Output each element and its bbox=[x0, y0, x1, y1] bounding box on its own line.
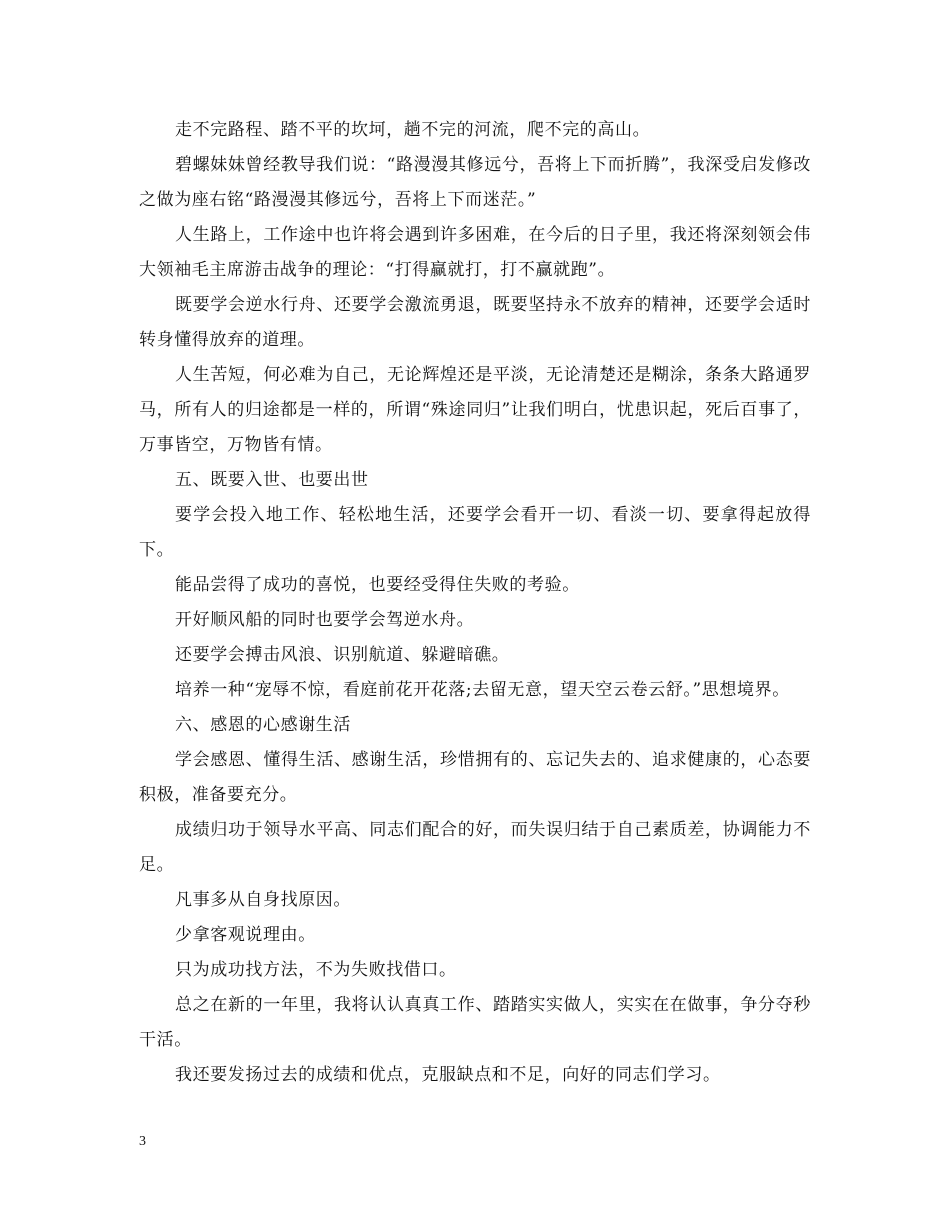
paragraph: 培养一种“宠辱不惊，看庭前花开花落;去留无意，望天空云卷云舒。”思想境界。 bbox=[175, 680, 790, 700]
page-number: 3 bbox=[139, 1134, 146, 1149]
paragraph: 既要学会逆水行舟、还要学会激流勇退，既要坚持永不放弃的精神，还要学会适时转身懂得放弃的道理。 bbox=[139, 295, 811, 350]
section-heading: 六、感恩的心感谢生活 bbox=[175, 715, 351, 735]
paragraph: 能品尝得了成功的喜悦，也要经受得住失败的考验。 bbox=[175, 575, 580, 595]
paragraph: 人生路上，工作途中也许将会遇到许多困难，在今后的日子里，我还将深刻领会伟大领袖毛主席游击战争的理论：“打得赢就打，打不赢就跑”。 bbox=[139, 225, 811, 280]
paragraph: 成绩归功于领导水平高、同志们配合的好，而失误归结于自己素质差，协调能力不足。 bbox=[139, 820, 811, 875]
paragraph: 走不完路程、踏不平的坎坷，趟不完的河流，爬不完的高山。 bbox=[175, 120, 651, 140]
paragraph: 还要学会搏击风浪、识别航道、躲避暗礁。 bbox=[175, 645, 510, 665]
paragraph: 开好顺风船的同时也要学会驾逆水舟。 bbox=[175, 610, 475, 630]
paragraph: 要学会投入地工作、轻松地生活，还要学会看开一切、看淡一切、要拿得起放得下。 bbox=[139, 505, 811, 560]
section-heading: 五、既要入世、也要出世 bbox=[175, 470, 369, 490]
paragraph: 凡事多从自身找原因。 bbox=[175, 890, 351, 910]
paragraph: 少拿客观说理由。 bbox=[175, 925, 316, 945]
paragraph: 碧螺妹妹曾经教导我们说：“路漫漫其修远兮，吾将上下而折腾”，我深受启发修改之做为座右铭“路漫漫其修远兮，吾将上下而迷茫。” bbox=[139, 155, 811, 210]
paragraph: 总之在新的一年里，我将认认真真工作、踏踏实实做人，实实在在做事，争分夺秒干活。 bbox=[139, 995, 811, 1050]
paragraph: 人生苦短，何必难为自己，无论辉煌还是平淡，无论清楚还是糊涂，条条大路通罗马，所有人的归途都是一样的，所谓“殊途同归”让我们明白，忧患识起，死后百事了，万事皆空，万物皆有情。 bbox=[139, 365, 811, 455]
document-body bbox=[139, 113, 811, 1093]
paragraph: 我还要发扬过去的成绩和优点，克服缺点和不足，向好的同志们学习。 bbox=[175, 1065, 721, 1085]
paragraph: 只为成功找方法，不为失败找借口。 bbox=[175, 960, 457, 980]
paragraph: 学会感恩、懂得生活、感谢生活，珍惜拥有的、忘记失去的、追求健康的，心态要积极，准备要充分。 bbox=[139, 750, 811, 805]
